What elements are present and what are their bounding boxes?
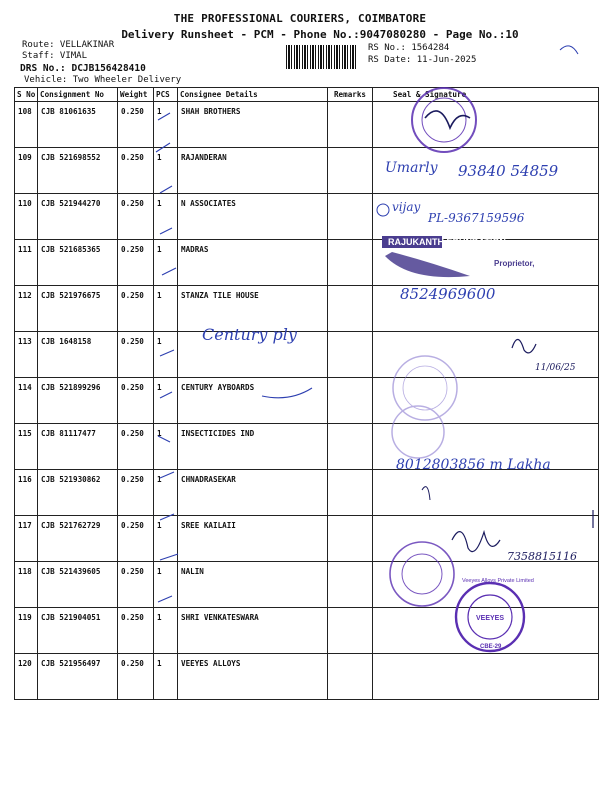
cell-consignee: MADRAS xyxy=(178,240,328,286)
drs-number: DRS No.: DCJB156428410 xyxy=(20,63,146,74)
pcs-tick-mark xyxy=(156,143,170,152)
cell-consignment: CJB 521944270 xyxy=(38,194,118,240)
cell-consignment: CJB 81061635 xyxy=(38,102,118,148)
cell-consignee: SHRI VENKATESWARA xyxy=(178,608,328,654)
company-stamp-119 xyxy=(390,542,454,606)
signature-scribble xyxy=(512,339,536,352)
handwritten-phone-109: 93840 54859 xyxy=(458,162,559,180)
cell-weight: 0.250 xyxy=(118,608,154,654)
cell-sno: 115 xyxy=(15,424,38,470)
stamp-proprietor: Proprietor, xyxy=(494,259,535,268)
handwritten-note-110: vijay xyxy=(392,200,421,214)
cell-weight: 0.250 xyxy=(118,286,154,332)
cell-sno: 109 xyxy=(15,148,38,194)
column-header-weight: Weight xyxy=(118,88,154,102)
cell-sno: 110 xyxy=(15,194,38,240)
stamp-center-text: VEEYES xyxy=(476,615,505,622)
cell-sno: 112 xyxy=(15,286,38,332)
cell-sno: 119 xyxy=(15,608,38,654)
cell-weight: 0.250 xyxy=(118,378,154,424)
cell-consignee: CHNADRASEKAR xyxy=(178,470,328,516)
cell-consignment: CJB 521956497 xyxy=(38,654,118,700)
column-header-remarks: Remarks xyxy=(328,88,373,102)
cell-consignment: CJB 521685365 xyxy=(38,240,118,286)
cell-consignment: CJB 1648158 xyxy=(38,332,118,378)
cell-weight: 0.250 xyxy=(118,102,154,148)
cell-consignee: N ASSOCIATES xyxy=(178,194,328,240)
handwritten-phone-119: 7358815116 xyxy=(507,550,577,563)
pcs-tick-mark xyxy=(158,113,170,120)
signature-scribble xyxy=(425,111,470,128)
cell-pcs: 1 xyxy=(154,194,178,240)
cell-consignee: RAJANDERAN xyxy=(178,148,328,194)
handwritten-date-114: 11/06/25 xyxy=(535,363,576,373)
pcs-tick-mark xyxy=(160,472,174,478)
pcs-tick-mark xyxy=(160,228,172,234)
stamp-smudge xyxy=(385,252,470,277)
cell-pcs: 1 xyxy=(154,240,178,286)
cell-consignment: CJB 521698552 xyxy=(38,148,118,194)
margin-mark xyxy=(560,46,578,54)
cell-weight: 0.250 xyxy=(118,424,154,470)
cell-weight: 0.250 xyxy=(118,148,154,194)
cell-consignment: CJB 81117477 xyxy=(38,424,118,470)
pcs-tick-mark xyxy=(160,392,172,398)
cell-consignment: CJB 521762729 xyxy=(38,516,118,562)
pcs-tick-mark xyxy=(162,268,176,275)
delivery-stamp-108 xyxy=(412,88,476,152)
cell-sno: 120 xyxy=(15,654,38,700)
cell-consignee: CENTURY AYBOARDS xyxy=(178,378,328,424)
cell-sno: 113 xyxy=(15,332,38,378)
signature-scribble xyxy=(422,487,430,500)
route-label: Route: VELLAKINAR xyxy=(22,40,115,50)
cell-weight: 0.250 xyxy=(118,332,154,378)
rs-number: RS No.: 1564284 xyxy=(368,43,450,53)
column-header-consignment: Consignment No xyxy=(38,88,118,102)
cell-weight: 0.250 xyxy=(118,470,154,516)
cell-sno: 117 xyxy=(15,516,38,562)
cell-pcs: 1 xyxy=(154,608,178,654)
pcs-tick-mark xyxy=(160,350,174,356)
cell-consignment: CJB 521899296 xyxy=(38,378,118,424)
cell-sno: 111 xyxy=(15,240,38,286)
handwritten-phone-110: PL-9367159596 xyxy=(428,211,525,225)
signature-scribble xyxy=(452,532,500,552)
cell-consignment: CJB 521976675 xyxy=(38,286,118,332)
stamp-city: CBE-29 xyxy=(480,644,502,650)
column-header-pcs: PCS xyxy=(154,88,178,102)
cell-consignment: CJB 521439605 xyxy=(38,562,118,608)
cell-pcs: 1 xyxy=(154,102,178,148)
pcs-tick-mark xyxy=(160,186,172,193)
cell-pcs: 1 xyxy=(154,562,178,608)
cell-sno: 114 xyxy=(15,378,38,424)
handwritten-name-109: Umarly xyxy=(385,160,438,176)
cell-pcs: 1 xyxy=(154,470,178,516)
handwritten-phone-117: 8012803856 m Lakha xyxy=(396,457,551,473)
stamp-company-name: Veeyes Alloys Private Limited xyxy=(462,578,534,584)
cell-consignment: CJB 521904051 xyxy=(38,608,118,654)
column-header-sno: S No xyxy=(15,88,38,102)
cell-weight: 0.250 xyxy=(118,654,154,700)
cell-pcs: 1 xyxy=(154,332,178,378)
vehicle-label: Vehicle: Two Wheeler Delivery xyxy=(24,75,182,85)
cell-consignment: CJB 521930862 xyxy=(38,470,118,516)
consignee-tick-mark xyxy=(262,388,312,398)
cell-sno: 118 xyxy=(15,562,38,608)
cell-consignee: NALIN xyxy=(178,562,328,608)
pcs-tick-mark xyxy=(158,596,172,602)
pcs-tick-mark xyxy=(160,514,174,520)
cell-sno: 108 xyxy=(15,102,38,148)
runsheet-subtitle: Delivery Runsheet - PCM - Phone No.:9047080280 - Page No.:10 xyxy=(121,28,519,41)
column-header-seal: Seal & Signature xyxy=(373,88,599,102)
cell-pcs: 1 xyxy=(154,148,178,194)
pcs-tick-mark xyxy=(158,436,170,442)
handwritten-consignee-113: Century ply xyxy=(202,325,297,344)
rs-date: RS Date: 11-Jun-2025 xyxy=(368,55,477,65)
cell-weight: 0.250 xyxy=(118,240,154,286)
cell-weight: 0.250 xyxy=(118,562,154,608)
pcs-tick-mark xyxy=(160,554,178,560)
company-title: THE PROFESSIONAL COURIERS, COIMBATORE xyxy=(173,12,427,25)
cell-consignee: SHAH BROTHERS xyxy=(178,102,328,148)
cell-pcs: 1 xyxy=(154,286,178,332)
cell-pcs: 1 xyxy=(154,424,178,470)
cell-consignee: INSECTICIDES IND xyxy=(178,424,328,470)
cell-weight: 0.250 xyxy=(118,516,154,562)
stamp-foundation-name: RAJUKANTH FOUNDATION xyxy=(388,237,506,247)
column-header-consignee: Consignee Details xyxy=(178,88,328,102)
cell-pcs: 1 xyxy=(154,516,178,562)
cell-consignee: VEEYES ALLOYS xyxy=(178,654,328,700)
cell-consignee: STANZA TILE HOUSE xyxy=(178,286,328,332)
cell-consignee: SREE KAILAII xyxy=(178,516,328,562)
handwritten-phone-112: 8524969600 xyxy=(400,285,496,303)
cell-pcs: 1 xyxy=(154,378,178,424)
staff-label: Staff: VIMAL xyxy=(22,51,88,61)
faded-stamp xyxy=(392,356,457,458)
circle-mark xyxy=(377,204,389,216)
cell-pcs: 1 xyxy=(154,654,178,700)
cell-sno: 116 xyxy=(15,470,38,516)
cell-weight: 0.250 xyxy=(118,194,154,240)
